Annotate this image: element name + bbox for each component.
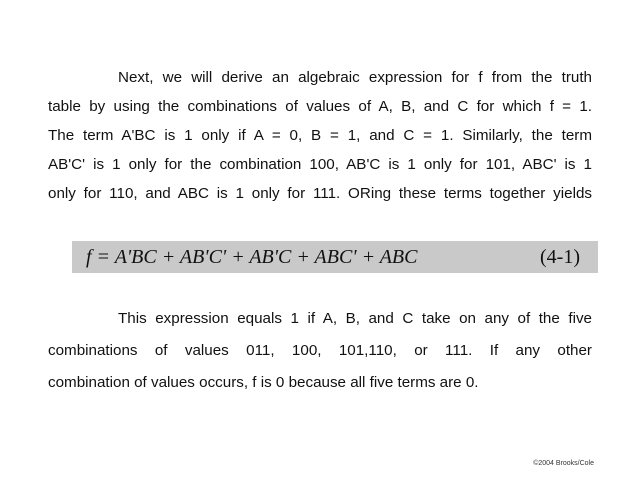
paragraph-line: AB'C' is 1 only for the combination 100, AB'C is 1 only for 101, ABC' is 1	[48, 156, 592, 173]
paragraph-derivation	[48, 63, 592, 208]
paragraph-line: combinations of values 011, 100, 101,110, or 111. If any other	[48, 342, 592, 359]
paragraph-line: The term A'BC is 1 only if A = 0, B = 1, and C = 1. Similarly, the term	[48, 127, 592, 144]
paragraph-line: Next, we will derive an algebraic expression for f from the truth	[118, 69, 592, 86]
copyright-footer: ©2004 Brooks/Cole	[533, 460, 594, 467]
equation-box	[72, 241, 598, 273]
equation-number: (4-1)	[540, 246, 580, 268]
paragraph-conclusion	[48, 303, 592, 399]
paragraph-line: table by using the combinations of values of A, B, and C for which f = 1.	[48, 98, 592, 115]
paragraph-line: combination of values occurs, f is 0 because all five terms are 0.	[48, 374, 479, 391]
equation-expression: f = A'BC + AB'C' + AB'C + ABC' + ABC	[86, 246, 418, 268]
paragraph-line: This expression equals 1 if A, B, and C take on any of the five	[118, 310, 592, 327]
paragraph-line: only for 110, and ABC is 1 only for 111. ORing these terms together yields	[48, 185, 592, 202]
